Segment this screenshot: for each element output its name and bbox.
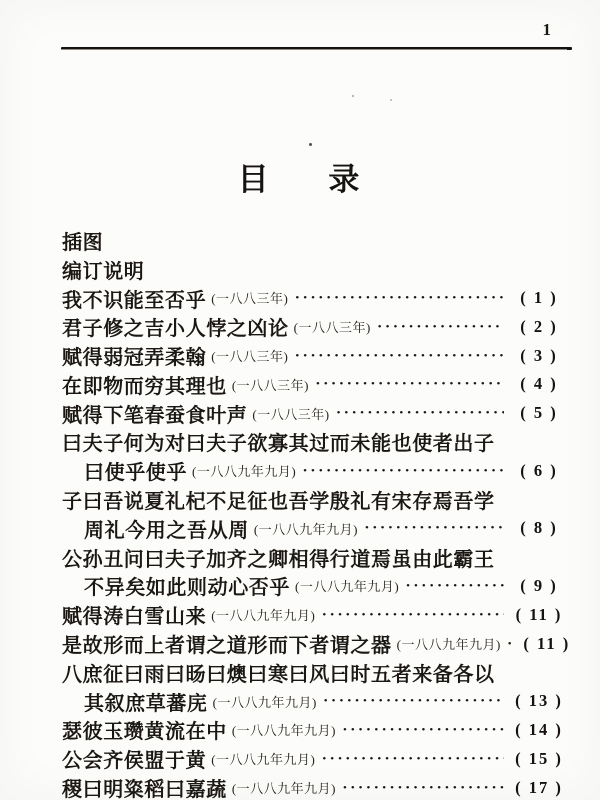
dot-leader (322, 753, 504, 765)
page-title: 目 录 (237, 162, 363, 197)
entry-page-number: ( 4 ) (520, 374, 558, 394)
toc-entry (62, 399, 568, 428)
entry-page-number: ( 11 ) (515, 604, 563, 624)
entry-title: 曰使乎使乎 (84, 462, 187, 485)
entry-date: (一八八三年) (252, 406, 330, 422)
dot-leader (316, 378, 504, 390)
toc-entry (62, 514, 568, 543)
toc-entry (62, 629, 571, 658)
entry-title: 子曰吾说夏礼杞不足征也吾学殷礼有宋存焉吾学 (62, 491, 495, 514)
entry-title: 曰夫子何为对曰夫子欲寡其过而未能也使者出子 (62, 433, 495, 456)
entry-title: 在即物而穷其理也 (62, 375, 227, 398)
entry-title: 其叙庶草蕃庑 (84, 692, 208, 715)
entry-title: 插图 (62, 231, 104, 254)
toc-entry (62, 255, 568, 284)
entry-date: (一八八九年九月) (295, 579, 400, 595)
toc-entry (62, 341, 568, 370)
entry-title: 不异矣如此则动心否乎 (84, 577, 290, 600)
dot-leader (508, 638, 512, 650)
entry-page-number: ( 5 ) (520, 403, 558, 423)
toc-entry (62, 485, 568, 514)
toc-entry (62, 572, 568, 601)
toc-entry (62, 370, 568, 399)
dot-leader (303, 465, 504, 477)
toc-entry (62, 658, 568, 687)
dot-leader (378, 321, 504, 333)
entry-page-number: ( 3 ) (520, 345, 558, 365)
entry-date: (一八八三年) (293, 320, 371, 336)
dot-leader (337, 407, 504, 419)
entry-date: (一八八三年) (231, 377, 309, 393)
toc-entry (62, 687, 568, 716)
entry-title: 八庶征曰雨曰旸曰燠曰寒曰风曰时五者来备各以 (62, 663, 495, 686)
entry-date: (一八八九年九月) (192, 464, 297, 480)
entry-page-number: ( 14 ) (515, 719, 563, 739)
entry-title: 公会齐侯盟于黄 (62, 750, 207, 773)
toc-entry (62, 716, 568, 745)
entry-date: (一八八九年九月) (253, 521, 358, 537)
dot-leader (365, 522, 504, 534)
entry-page-number: ( 1 ) (520, 287, 558, 307)
dot-leader (343, 724, 504, 736)
entry-page-number: ( 9 ) (520, 575, 558, 595)
toc-entry (62, 284, 568, 313)
entry-date: (一八八三年) (211, 349, 289, 365)
entry-title: 君子修之吉小人悖之凶论 (62, 318, 289, 341)
entry-page-number: ( 17 ) (515, 777, 563, 797)
entry-page-number: ( 11 ) (523, 633, 571, 653)
entry-title: 赋得涛白雪山来 (62, 606, 207, 629)
entry-title: 稷曰明粢稻曰嘉蔬 (62, 779, 227, 800)
toc-entry (62, 543, 568, 572)
toc-entry (62, 773, 568, 800)
toc-entry (62, 744, 568, 773)
entry-date: (一八八三年) (211, 291, 289, 307)
entry-date: (一八八九年九月) (211, 752, 316, 768)
entry-title: 瑟彼玉瓒黄流在中 (62, 721, 227, 744)
dot-leader (343, 782, 504, 794)
entry-page-number: ( 2 ) (520, 316, 558, 336)
entry-date: (一八八九年九月) (231, 723, 336, 739)
toc-entry (62, 428, 568, 457)
table-of-contents (62, 226, 571, 800)
toc-entry (62, 456, 568, 485)
entry-title: 我不识能至否乎 (62, 289, 207, 312)
entry-page-number: ( 13 ) (515, 691, 563, 711)
entry-title: 赋得弱冠弄柔翰 (62, 347, 207, 370)
scan-speck (390, 99, 392, 101)
entry-date: (一八八九年九月) (212, 694, 317, 710)
entry-title: 周礼今用之吾从周 (84, 519, 249, 542)
entry-page-number: ( 6 ) (520, 460, 558, 480)
entry-date: (一八八九年九月) (231, 781, 336, 797)
entry-title: 赋得下笔春蚕食叶声 (62, 404, 248, 427)
entry-date: (一八八九年九月) (211, 608, 316, 624)
entry-page-number: ( 15 ) (515, 748, 563, 768)
toc-entry (62, 226, 568, 255)
header-rule (61, 47, 572, 50)
entry-title: 公孙丑问曰夫子加齐之卿相得行道焉虽由此霸王 (62, 548, 495, 571)
entry-title: 编订说明 (62, 260, 145, 283)
dot-leader (295, 292, 504, 304)
dot-leader (295, 350, 504, 362)
dot-leader (324, 695, 504, 707)
toc-entry (62, 312, 568, 341)
entry-date: (一八八九年九月) (396, 637, 501, 653)
entry-page-number: ( 8 ) (520, 518, 558, 538)
entry-title: 是故形而上者谓之道形而下者谓之器 (62, 635, 392, 658)
dot-leader (322, 609, 504, 621)
dot-leader (406, 580, 504, 592)
scan-speck (309, 143, 312, 146)
toc-entry (62, 600, 568, 629)
page-number: 1 (542, 20, 552, 39)
scan-speck (352, 95, 354, 97)
